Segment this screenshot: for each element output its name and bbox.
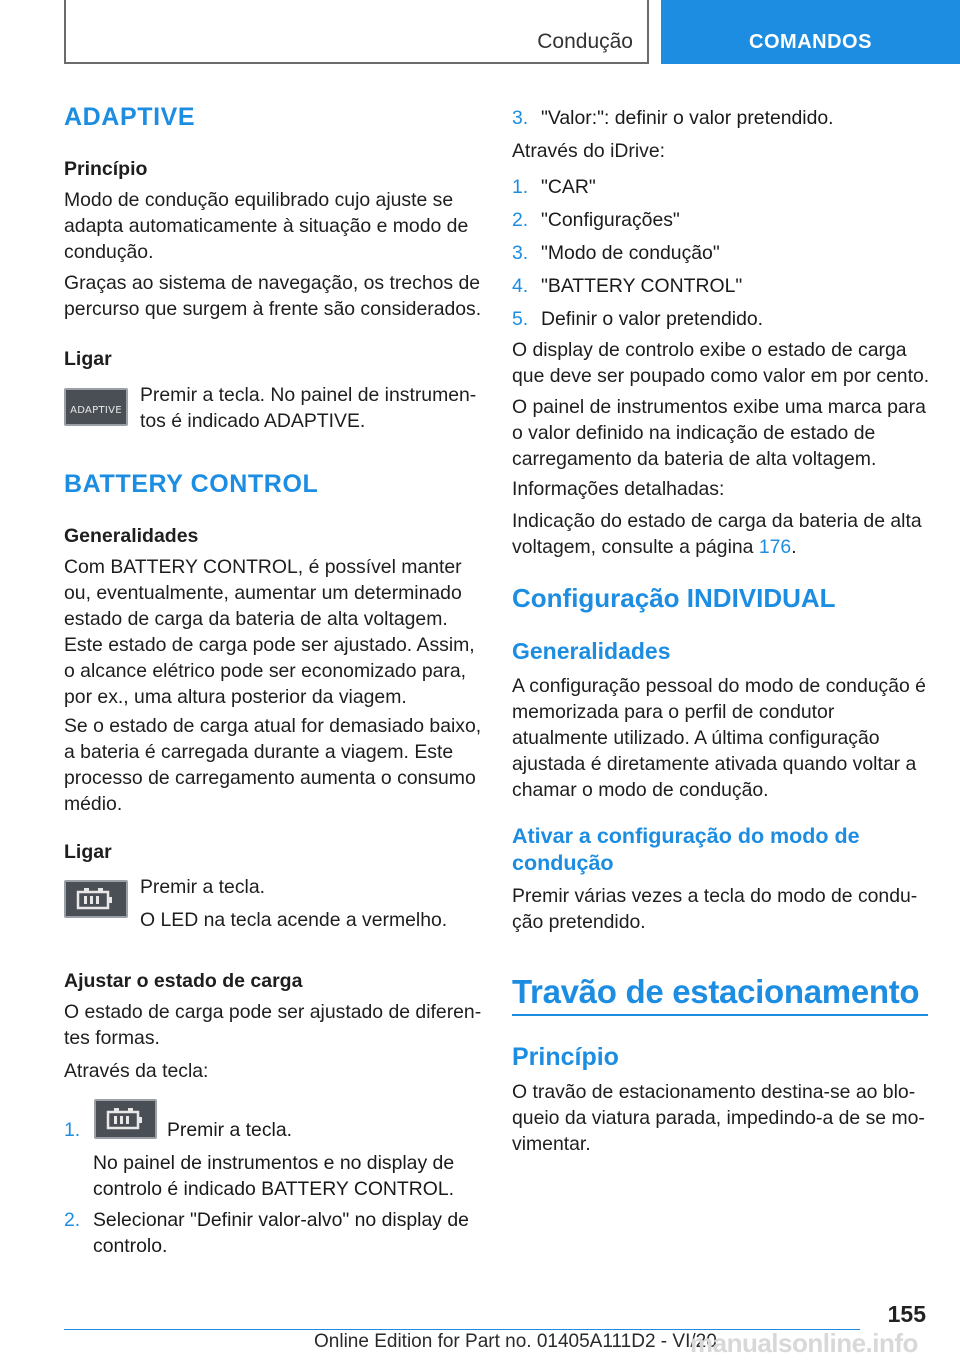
- page-number: 155: [887, 1301, 926, 1327]
- step-1-text: Premir a tecla.: [167, 1119, 292, 1141]
- adaptive-button-label: ADAPTIVE: [70, 405, 122, 416]
- step-1-subtext: No painel de instrumentos e no display de controlo é indicado BATTERY CONTROL.: [93, 1152, 455, 1200]
- generalidades-heading: Generalidades: [64, 525, 199, 547]
- atraves-tecla-label: Através da tecla:: [64, 1060, 209, 1082]
- generalidades-paragraph-2: Se o estado de carga atual for demasiado baixo, a bateria é carregada durante a viagem. Este processo de carregamento aumenta o consumo médio.: [64, 715, 482, 815]
- config-individual-heading: Configuração INDIVIDUAL: [512, 583, 836, 613]
- ligar-heading-1: Ligar: [64, 348, 112, 370]
- footer-edition: Online Edition for Part no. 01405A111D2 - VI/20: [314, 1331, 717, 1352]
- header-chapter-tab: [661, 0, 960, 64]
- header-section-tab: [64, 0, 649, 64]
- page-176-link[interactable]: 176: [758, 536, 792, 558]
- generalidades-paragraph-1: Com BATTERY CONTROL, é possível manter ou, eventualmente, aumentar um determinado estado de carga da bateria de alta voltagem. Este estado de carga pode ser ajustado. Assim, o alcance elétrico pode ser economizado para, por ex., uma altura posterior da viagem.: [64, 556, 475, 708]
- idrive-step-text: "Modo de condução": [541, 242, 720, 264]
- idrive-step-number: 2.: [512, 209, 529, 231]
- ativar-heading: Ativar a configuração do modo de condução: [512, 824, 860, 875]
- adaptive-button-image: [64, 388, 128, 426]
- travao-paragraph: O travão de estacionamento destina-se ao bloqueio da viatura parada, impedindo-a de se movimentar.: [512, 1081, 925, 1155]
- idrive-step-text: "CAR": [541, 176, 596, 198]
- ajustar-steps-list: [64, 1117, 482, 1257]
- painel-paragraph: O painel de instrumentos exibe uma marca para o valor definido na indicação de estado de carregamento da bateria de alta voltagem.: [512, 396, 926, 470]
- battery-icon: [76, 887, 116, 911]
- idrive-step-number: 5.: [512, 308, 529, 330]
- config-generalidades-paragraph: A configuração pessoal do modo de condução é memorizada para o perfil de condutor atualmente utilizado. A última configuração ajustada é diretamente ativada quando voltar a chamar o modo de condução.: [512, 675, 926, 801]
- step-2-number: 2.: [64, 1209, 81, 1231]
- idrive-step-text: Definir o valor pretendido.: [541, 308, 764, 330]
- battery-icon: [106, 1107, 146, 1131]
- info-label: Informações detalhadas:: [512, 478, 725, 500]
- idrive-step-number: 3.: [512, 242, 529, 264]
- info-paragraph: [512, 508, 930, 560]
- battery-control-heading: BATTERY CONTROL: [64, 470, 319, 498]
- header-chapter-label: COMANDOS: [749, 31, 872, 53]
- watermark: manualsonline.info: [690, 1328, 918, 1358]
- atraves-idrive-label: Através do iDrive:: [512, 140, 666, 162]
- travao-heading: Travão de estacionamento: [512, 973, 920, 1010]
- config-generalidades-heading: Generalidades: [512, 638, 671, 664]
- info-text: Indicação do estado de carga da bateria de alta voltagem, consulte a página: [512, 510, 922, 558]
- ativar-paragraph: Premir várias vezes a tecla do modo de condução pretendido.: [512, 885, 918, 933]
- battery-button-image: [64, 880, 128, 918]
- adaptive-heading: ADAPTIVE: [64, 103, 196, 131]
- step-3-number: 3.: [512, 107, 529, 129]
- idrive-step-number: 4.: [512, 275, 529, 297]
- idrive-steps-list: [512, 174, 930, 339]
- step-1-number: 1.: [64, 1119, 81, 1141]
- travao-heading-rule: [512, 1014, 928, 1016]
- ligar-text-2b: O LED na tecla acende a vermelho.: [140, 909, 448, 931]
- principio-paragraph-1: Modo de condução equilibrado cujo ajuste se adapta automaticamente à situação e modo de condução.: [64, 189, 469, 263]
- ligar-heading-2: Ligar: [64, 841, 112, 863]
- principio-heading: Princípio: [64, 158, 148, 180]
- idrive-step-text: "BATTERY CONTROL": [541, 275, 743, 297]
- ligar-text-1: Premir a tecla. No painel de instrumentos é indicado ADAPTIVE.: [140, 384, 477, 432]
- step-3-text: "Valor:": definir o valor pretendido.: [541, 107, 834, 129]
- info-end: .: [791, 536, 797, 558]
- header-section-label: Condução: [537, 30, 633, 53]
- ajustar-paragraph: O estado de carga pode ser ajustado de diferentes formas.: [64, 1001, 482, 1049]
- idrive-step-number: 1.: [512, 176, 529, 198]
- ajustar-heading: Ajustar o estado de carga: [64, 970, 303, 992]
- battery-button-image-small: [94, 1099, 157, 1139]
- principio-paragraph-2: Graças ao sistema de navegação, os trechos de percurso que surgem à frente são considerados.: [64, 272, 482, 320]
- display-paragraph: O display de controlo exibe o estado de carga que deve ser poupado como valor em por cento.: [512, 339, 930, 387]
- travao-principio-heading: Princípio: [512, 1043, 619, 1071]
- step-2-text: Selecionar "Definir valor-alvo" no display de controlo.: [93, 1209, 469, 1257]
- ligar-text-2a: Premir a tecla.: [140, 876, 265, 898]
- idrive-step-text: "Configurações": [541, 209, 680, 231]
